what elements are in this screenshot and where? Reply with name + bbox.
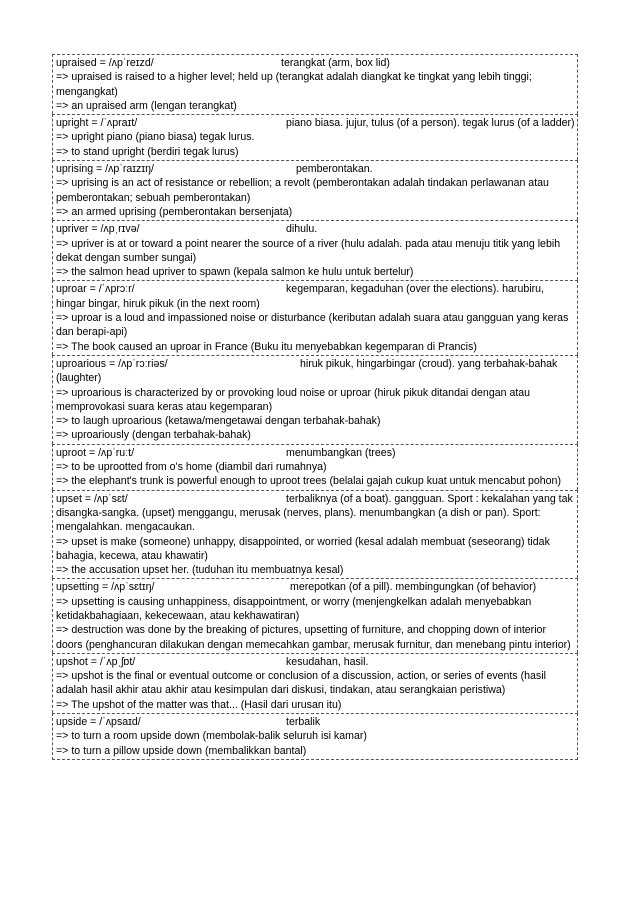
entry-uprising <box>52 160 578 220</box>
entry-head <box>56 116 575 130</box>
definition-line: => uproar is a loud and impassioned noise or disturbance (keributan adalah suara atau gangguan yang keras dan berapi-api) <box>56 312 569 339</box>
headword: upright = /ˈʌpraɪt/ <box>56 117 138 130</box>
gloss: terangkat (arm, box lid) <box>281 57 390 69</box>
example-line: => to stand upright (berdiri tegak lurus) <box>56 145 239 158</box>
example-line: => an upraised arm (lengan terangkat) <box>56 99 237 112</box>
example-line: => the salmon head upriver to spawn (kepala salmon ke hulu untuk bertelur) <box>56 266 414 279</box>
headword: uproar = /ˈʌprɔːr/ <box>56 283 135 296</box>
gloss: hiruk pikuk, hingarbingar (croud). yang terbahak-bahak <box>300 357 558 370</box>
definition-line: => upriver is at or toward a point nearer the source of a river (hulu adalah. pada atau menuju titik yang lebih dekat dengan sumber sungai) <box>56 237 561 264</box>
definition-line: => upraised is raised to a higher level; held up (terangkat adalah diangkat ke tingkat yang lebih tinggi; mengangkat) <box>56 71 532 98</box>
headword: upset = /ʌpˈsɛt/ <box>56 492 128 505</box>
entry-uproarious <box>52 355 578 444</box>
example-line: => an armed uprising (pemberontakan bersenjata) <box>56 205 293 218</box>
example-line: => uproariously (dengan terbahak-bahak) <box>56 429 251 442</box>
headword: uprising = /ʌpˈraɪzɪŋ/ <box>56 163 154 176</box>
entry-upraised <box>52 54 578 114</box>
entry-upset <box>52 490 578 579</box>
headword: upriver = /ʌpˌrɪvə/ <box>56 223 140 236</box>
headword: uproot = /ʌpˈruːt/ <box>56 446 135 459</box>
definition-line: => uprising is an act of resistance or rebellion; a revolt (pemberontakan adalah tindakan perlawanan atau pemberontakan; sebuah pemberontakan) <box>56 177 549 204</box>
gloss: kesudahan, hasil. <box>286 655 369 668</box>
gloss: kegemparan, kegaduhan (over the elections). harubiru, <box>286 283 544 296</box>
entry-head <box>56 56 575 70</box>
headword: upsetting = /ʌpˈsɛtɪŋ/ <box>56 581 155 594</box>
gloss: pemberontakan. <box>296 163 373 176</box>
entry-head <box>56 715 575 729</box>
gloss: piano biasa. jujur, tulus (of a person). tegak lurus (of a ladder) <box>286 117 575 130</box>
gloss: menumbangkan (trees) <box>286 446 396 459</box>
entry-upshot <box>52 653 578 713</box>
example-line: => the accusation upset her. (tuduhan itu membuatnya kesal) <box>56 564 344 577</box>
gloss: dihulu. <box>286 223 318 236</box>
headword: upraised = /ʌpˈreɪzd/ <box>56 57 154 69</box>
gloss: merepotkan (of a pill). membingungkan (of behavior) <box>290 581 537 594</box>
example-line: => upright piano (piano biasa) tegak lurus. <box>56 131 255 144</box>
example-line: => to laugh uproarious (ketawa/mengetawai dengan terbahak-bahak) <box>56 415 381 428</box>
gloss: terbalik <box>286 716 321 729</box>
gloss: terbaliknya (of a boat). gangguan. Sport : kekalahan yang tak <box>286 492 573 505</box>
example-line: => The book caused an uproar in France (Buku itu menyebabkan kegemparan di Prancis) <box>56 340 477 353</box>
entry-head <box>56 282 575 296</box>
entry-upside <box>52 713 578 760</box>
entry-head <box>56 655 575 669</box>
example-line: => to be uprootted from o's home (diambil dari rumahnya) <box>56 461 327 474</box>
example-line: => the elephant's trunk is powerful enough to uproot trees (belalai gajah cukup kuat untuk mencabut pohon) <box>56 475 561 488</box>
gloss-continued: (laughter) <box>56 372 102 385</box>
gloss-continued: hingar bingar, hiruk pikuk (in the next room) <box>56 297 260 310</box>
dictionary-sheet <box>52 54 578 760</box>
entry-uproar <box>52 280 578 354</box>
entry-head <box>56 357 575 371</box>
entry-head <box>56 222 575 236</box>
definition-line: => uproarious is characterized by or provoking loud noise or uproar (hiruk pikuk ditandai dengan atau memprovokasi suara keras atau kegemparan) <box>56 386 531 413</box>
entry-head <box>56 446 575 460</box>
entry-head <box>56 492 575 506</box>
entry-uproot <box>52 444 578 490</box>
definition-line: => upset is make (someone) unhappy, disappointed, or worried (kesal adalah membuat (seseorang) tidak bahagia, kecewa, atau khawatir) <box>56 535 550 562</box>
headword: uproarious = /ʌpˈrɔːriəs/ <box>56 357 168 370</box>
gloss-continued: disangka-sangka. (upset) menggangu, merusak (nerves, plans). menumbangkan (a dish or pan). Sport: mengalahkan. mengacaukan. <box>56 506 541 534</box>
example-line: => The upshot of the matter was that... (Hasil dari urusan itu) <box>56 698 342 711</box>
example-line: => to turn a pillow upside down (membalikkan bantal) <box>56 744 307 757</box>
entry-upright <box>52 114 578 160</box>
entry-head <box>56 162 575 176</box>
entry-upriver <box>52 220 578 280</box>
definition-line: => upshot is the final or eventual outcome or conclusion of a discussion, action, or series of events (hasil adalah hasil akhir atau akhir atau kesimpulan dari diskusi, tindakan, atau serangkaian peristiwa) <box>56 670 546 697</box>
example-line: => destruction was done by the breaking of pictures, upsetting of furniture, and chopping down of interior doors (penghancuran dilakukan dengan memecahkan gambar, merusak furnitur, dan menebang pintu interior) <box>56 624 571 651</box>
headword: upside = /ˈʌpsaɪd/ <box>56 716 141 729</box>
entry-upsetting <box>52 578 578 652</box>
example-line: => to turn a room upside down (membolak-balik seluruh isi kamar) <box>56 730 367 743</box>
entry-head <box>56 580 575 594</box>
headword: upshot = /ˈʌpˌʃɒt/ <box>56 655 136 668</box>
definition-line: => upsetting is causing unhappiness, disappointment, or worry (menjengkelkan adalah menyebabkan ketidakbahagiaan, kekecewaan, atau kekhawatiran) <box>56 595 532 622</box>
